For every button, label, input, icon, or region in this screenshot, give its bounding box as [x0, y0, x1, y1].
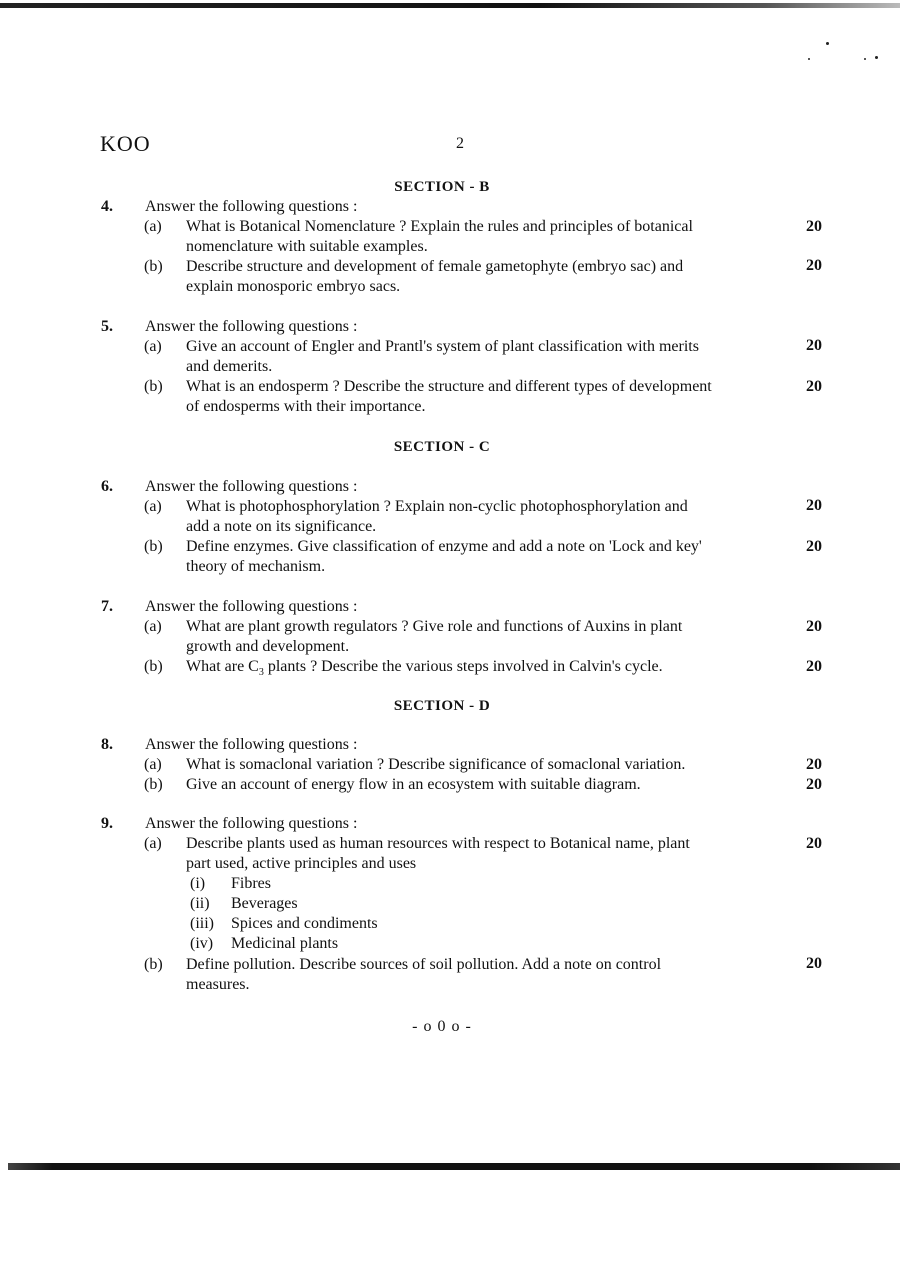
- question-stem: Answer the following questions :: [145, 478, 358, 495]
- part-label: (b): [144, 776, 163, 793]
- part-text-line: What is Botanical Nomenclature ? Explain the rules and principles of botanical: [186, 218, 693, 235]
- marks: 20: [806, 955, 822, 972]
- part-text-line: What are $C_3$ plants ? Describe the various steps involved in Calvin's cycle.: [186, 658, 663, 679]
- part-label: (a): [144, 218, 162, 235]
- question-number: 7.: [101, 598, 113, 615]
- item-text: Fibres: [231, 875, 271, 892]
- question-stem: Answer the following questions :: [145, 198, 358, 215]
- marks: 20: [806, 497, 822, 514]
- part-label: (b): [144, 658, 163, 675]
- part-label: (a): [144, 618, 162, 635]
- part-text-line: Give an account of energy flow in an ecosystem with suitable diagram.: [186, 776, 641, 793]
- part-text-line: and demerits.: [186, 358, 273, 375]
- question-stem: Answer the following questions :: [145, 598, 358, 615]
- part-text-line: What are plant growth regulators ? Give role and functions of Auxins in plant: [186, 618, 683, 635]
- marks: 20: [806, 378, 822, 395]
- part-text-line: nomenclature with suitable examples.: [186, 238, 428, 255]
- question-stem: Answer the following questions :: [145, 815, 358, 832]
- part-text-line: of endosperms with their importance.: [186, 398, 426, 415]
- part-label: (a): [144, 338, 162, 355]
- part-text-line: What is photophosphorylation ? Explain non-cyclic photophosphorylation and: [186, 498, 688, 515]
- page-number: 2: [456, 135, 464, 152]
- scan-speck: [808, 58, 810, 60]
- marks: 20: [806, 538, 822, 555]
- scan-border-top: [0, 3, 900, 8]
- marks: 20: [806, 756, 822, 773]
- part-label: (a): [144, 756, 162, 773]
- item-label: (i): [190, 875, 206, 892]
- question-stem: Answer the following questions :: [145, 318, 358, 335]
- part-label: (b): [144, 378, 163, 395]
- part-text-line: What is somaclonal variation ? Describe significance of somaclonal variation.: [186, 756, 686, 773]
- item-text: Beverages: [231, 895, 298, 912]
- item-text: Spices and condiments: [231, 915, 378, 932]
- marks: 20: [806, 835, 822, 852]
- question-stem: Answer the following questions :: [145, 736, 358, 753]
- marks: 20: [806, 658, 822, 675]
- scan-speck: [826, 42, 829, 45]
- item-label: (ii): [190, 895, 210, 912]
- part-text-line: add a note on its significance.: [186, 518, 377, 535]
- part-text-line: explain monosporic embryo sacs.: [186, 278, 401, 295]
- part-label: (b): [144, 258, 163, 275]
- item-text: Medicinal plants: [231, 935, 339, 952]
- paper-code: KOO: [100, 131, 151, 156]
- part-text-line: Define pollution. Describe sources of soil pollution. Add a note on control: [186, 956, 662, 973]
- question-number: 5.: [101, 318, 113, 335]
- marks: 20: [806, 337, 822, 354]
- scan-border-bottom: [8, 1163, 900, 1170]
- section-b-heading: SECTION - B: [394, 179, 490, 195]
- scan-speck: [864, 58, 866, 60]
- part-label: (a): [144, 835, 162, 852]
- marks: 20: [806, 257, 822, 274]
- part-text-line: What is an endosperm ? Describe the structure and different types of development: [186, 378, 712, 395]
- part-label: (b): [144, 956, 163, 973]
- item-label: (iii): [190, 915, 214, 932]
- section-c-heading: SECTION - C: [393, 439, 491, 455]
- part-text-line: Describe structure and development of female gametophyte (embryo sac) and: [186, 258, 684, 275]
- subscript: 3: [258, 667, 264, 679]
- part-text-line: Define enzymes. Give classification of enzyme and add a note on 'Lock and key': [186, 538, 702, 555]
- marks: 20: [806, 218, 822, 235]
- part-label: (a): [144, 498, 162, 515]
- part-label: (b): [144, 538, 163, 555]
- part-text-line: theory of mechanism.: [186, 558, 326, 575]
- marks: 20: [806, 618, 822, 635]
- part-text-line: Describe plants used as human resources with respect to Botanical name, plant: [186, 835, 690, 852]
- part-text-line: measures.: [186, 976, 250, 993]
- part-text-line: growth and development.: [186, 638, 350, 655]
- question-number: 9.: [101, 815, 113, 832]
- question-number: 6.: [101, 478, 113, 495]
- item-label: (iv): [190, 935, 214, 952]
- question-number: 8.: [101, 736, 113, 753]
- scan-speck: [875, 56, 878, 59]
- question-number: 4.: [101, 198, 113, 215]
- part-text-line: Give an account of Engler and Prantl's system of plant classification with merits: [186, 338, 699, 355]
- section-d-heading: SECTION - D: [393, 698, 491, 714]
- end-of-paper-mark: - o 0 o -: [412, 1018, 472, 1035]
- part-text-line: part used, active principles and uses: [186, 855, 417, 872]
- marks: 20: [806, 776, 822, 793]
